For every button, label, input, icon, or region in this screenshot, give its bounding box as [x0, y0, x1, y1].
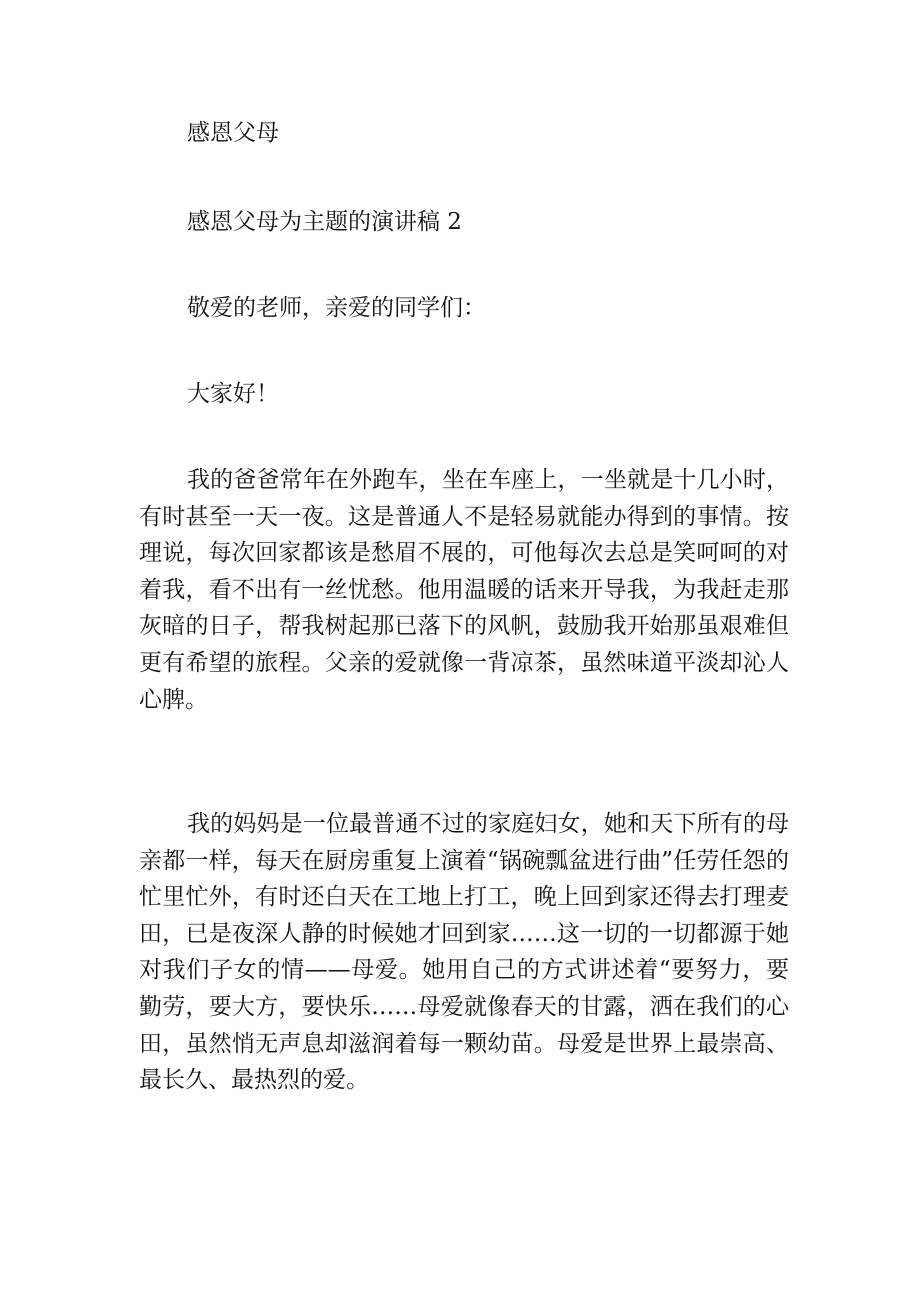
- paragraph-mother: 我的妈妈是一位最普通不过的家庭妇女，她和天下所有的母亲都一样，每天在厨房重复上演着“锅碗瓢盆进行曲”任劳任怨的忙里忙外，有时还白天在工地上打工，晚上回到家还得去打理麦田，已是夜深人静的时候她才回到家……这一切的一切都源于她对我们子女的情——母爱。她用自己的方式讲述着“要努力，要勤劳，要大方，要快乐……母爱就像春天的甘露，洒在我们的心田，虽然悄无声息却滋润着每一颗幼苗。母爱是世界上最崇高、最长久、最热烈的爱。: [139, 811, 789, 1094]
- document-heading: 感恩父母: [187, 120, 279, 146]
- document-subtitle: 感恩父母为主题的演讲稿 2: [187, 209, 462, 235]
- paragraph-father: 我的爸爸常年在外跑车，坐在车座上，一坐就是十几小时，有时甚至一天一夜。这是普通人不是轻易就能办得到的事情。按理说，每次回家都该是愁眉不展的，可他每次去总是笑呵呵的对着我，看不出有一丝忧愁。他用温暖的话来开导我，为我赶走那灰暗的日子，帮我树起那已落下的风帆，鼓励我开始那虽艰难但更有希望的旅程。父亲的爱就像一背凉茶，虽然味道平淡却沁人心脾。: [139, 467, 789, 713]
- greeting: 大家好！: [187, 381, 279, 407]
- salutation: 敬爱的老师，亲爱的同学们：: [187, 295, 486, 321]
